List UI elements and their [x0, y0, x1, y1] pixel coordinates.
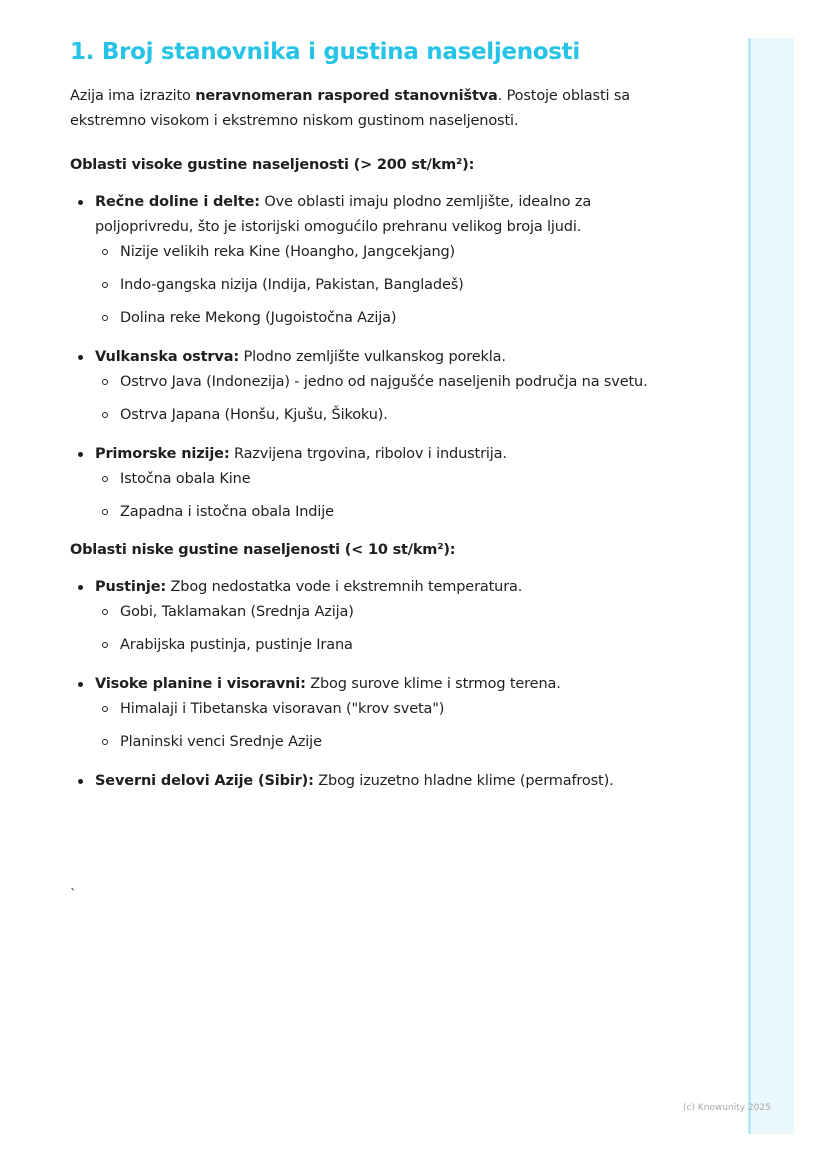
item-text: Zbog nedostatka vode i ekstremnih temperatura. [166, 579, 523, 595]
list-item [70, 575, 670, 658]
sub-list-item: Ostrvo Java (Indonezija) - jedno od najgušće naseljenih područja na svetu. [95, 370, 670, 395]
sub-list [95, 600, 670, 658]
sub-list-item: Ostrva Japana (Honšu, Kjušu, Šikoku). [95, 403, 670, 428]
sub-list-item: Zapadna i istočna obala Indije [95, 500, 670, 525]
sub-list-item: Indo-gangska nizija (Indija, Pakistan, Bangladeš) [95, 273, 670, 298]
sub-list-item: Planinski venci Srednje Azije [95, 730, 670, 755]
item-text: Zbog surove klime i strmog terena. [305, 676, 561, 692]
low-density-heading: Oblasti niske gustine naseljenosti (< 10 st/km²): [70, 542, 456, 558]
item-title: Pustinje: [95, 579, 167, 595]
stray-mark: ` [70, 888, 77, 903]
sub-list-item: Gobi, Taklamakan (Srednja Azija) [95, 600, 670, 625]
item-text: Razvijena trgovina, ribolov i industrija. [229, 446, 507, 462]
list-item [70, 345, 670, 428]
item-title: Vulkanska ostrva: [95, 349, 240, 365]
intro-text-end: . Postoje oblasti sa ekstremno visokom i ekstremno niskom gustinom naseljenosti. [70, 88, 630, 129]
sub-list [95, 240, 670, 331]
list-item [70, 442, 670, 525]
item-title: Rečne doline i delte: [95, 194, 260, 210]
item-text: Plodno zemljište vulkanskog porekla. [239, 349, 506, 365]
list-item [70, 672, 670, 755]
item-text: Ove oblasti imaju plodno zemljište, idealno za poljoprivredu, što je istorijski omogućilo prehranu velikog broja ljudi. [95, 194, 592, 235]
high-density-heading: Oblasti visoke gustine naseljenosti (> 200 st/km²): [70, 157, 475, 173]
item-title: Visoke planine i visoravni: [95, 676, 306, 692]
low-density-list [70, 575, 670, 794]
sub-list-item: Arabijska pustinja, pustinje Irana [95, 633, 670, 658]
section-heading: 1. Broj stanovnika i gustina naseljenosti [70, 39, 580, 65]
intro-paragraph [70, 84, 670, 134]
high-density-list [70, 190, 670, 525]
sub-list-item: Himalaji i Tibetanska visoravan ("krov sveta") [95, 697, 670, 722]
document-body [70, 34, 670, 808]
list-item [70, 769, 670, 794]
sub-list-item: Istočna obala Kine [95, 467, 670, 492]
side-panel [748, 38, 794, 1134]
sub-list [95, 370, 670, 428]
intro-text-start: Azija ima izrazito [70, 88, 196, 104]
item-title: Severni delovi Azije (Sibir): [95, 773, 314, 789]
copyright-footer: (c) Knowunity 2025 [683, 1103, 771, 1113]
list-item [70, 190, 670, 331]
item-text: Zbog izuzetno hladne klime (permafrost). [313, 773, 614, 789]
item-title: Primorske nizije: [95, 446, 230, 462]
sub-list-item: Dolina reke Mekong (Jugoistočna Azija) [95, 306, 670, 331]
intro-emphasis: neravnomeran raspored stanovništva [195, 88, 498, 104]
sub-list [95, 467, 670, 525]
sub-list-item: Nizije velikih reka Kine (Hoangho, Jangcekjang) [95, 240, 670, 265]
sub-list [95, 697, 670, 755]
